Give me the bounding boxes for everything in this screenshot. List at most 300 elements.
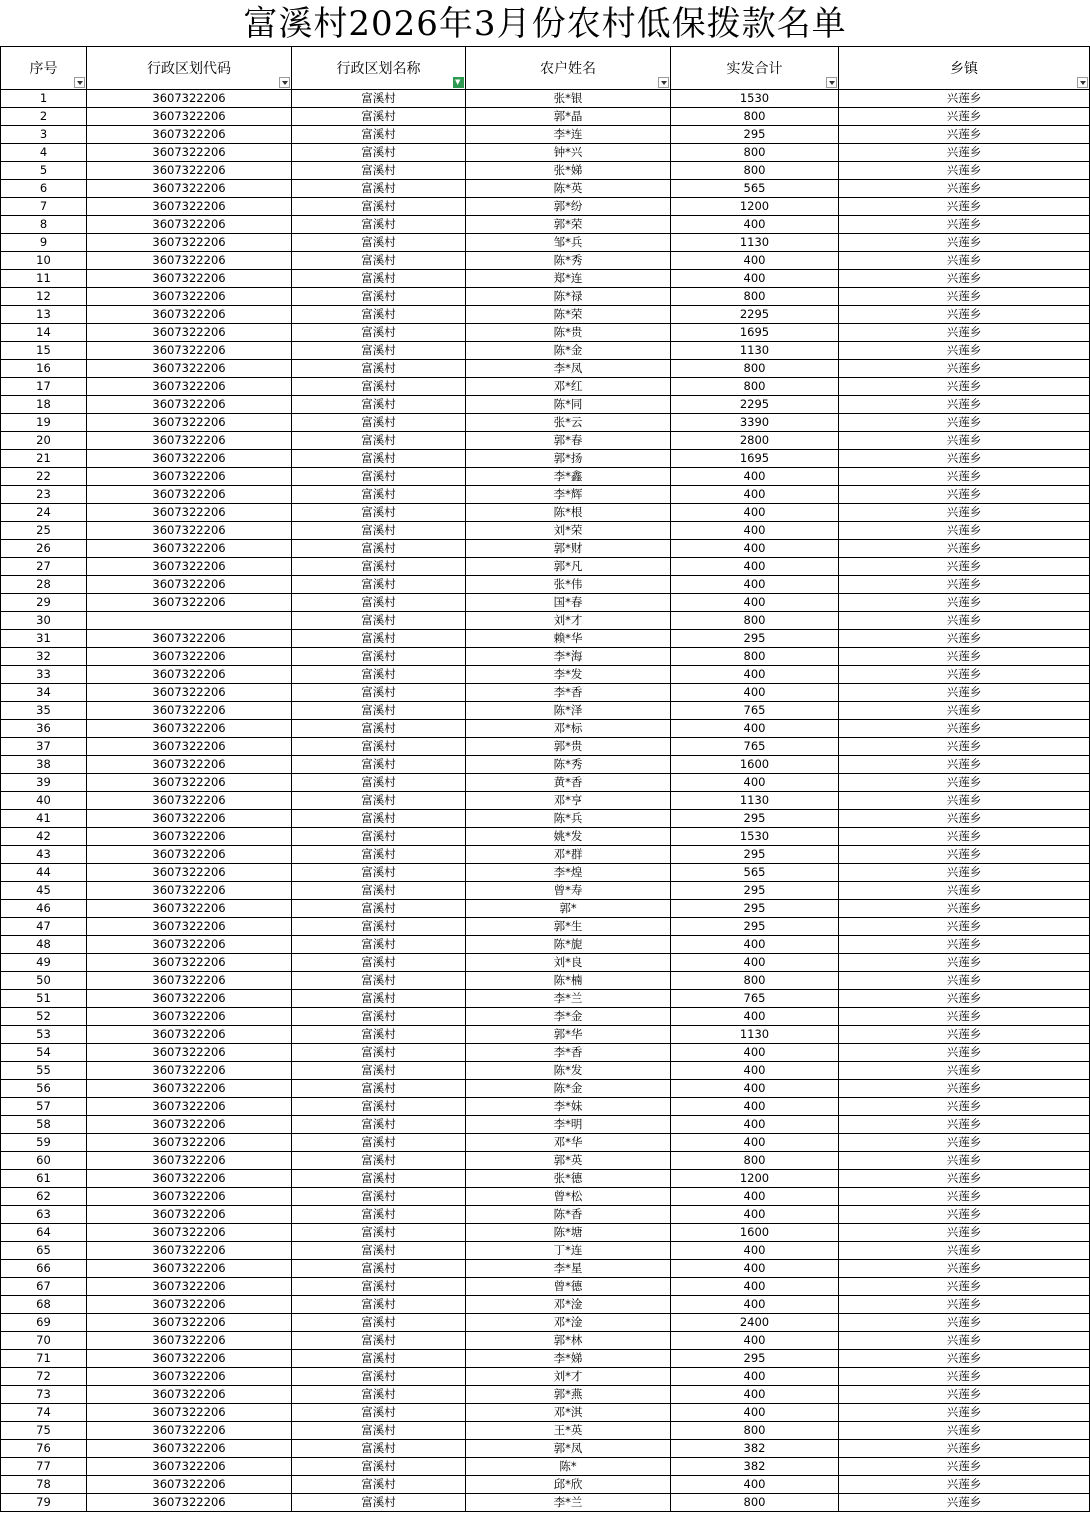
cell-household-name[interactable]: 张*云 bbox=[466, 414, 671, 432]
cell-region-code[interactable]: 3607322206 bbox=[87, 1206, 292, 1224]
cell-township[interactable]: 兴莲乡 bbox=[839, 126, 1090, 144]
cell-township[interactable]: 兴莲乡 bbox=[839, 108, 1090, 126]
cell-serial[interactable]: 61 bbox=[1, 1170, 87, 1188]
cell-township[interactable]: 兴莲乡 bbox=[839, 792, 1090, 810]
cell-household-name[interactable]: 张*娣 bbox=[466, 162, 671, 180]
cell-household-name[interactable]: 陈* bbox=[466, 1458, 671, 1476]
cell-township[interactable]: 兴莲乡 bbox=[839, 738, 1090, 756]
cell-household-name[interactable]: 陈*根 bbox=[466, 504, 671, 522]
cell-household-name[interactable]: 丁*连 bbox=[466, 1242, 671, 1260]
cell-township[interactable]: 兴莲乡 bbox=[839, 1350, 1090, 1368]
cell-household-name[interactable]: 王*英 bbox=[466, 1422, 671, 1440]
cell-township[interactable]: 兴莲乡 bbox=[839, 594, 1090, 612]
cell-region-name[interactable]: 富溪村 bbox=[292, 1206, 466, 1224]
cell-amount[interactable]: 800 bbox=[671, 360, 839, 378]
cell-township[interactable]: 兴莲乡 bbox=[839, 1260, 1090, 1278]
cell-region-name[interactable]: 富溪村 bbox=[292, 1386, 466, 1404]
cell-township[interactable]: 兴莲乡 bbox=[839, 1314, 1090, 1332]
cell-region-name[interactable]: 富溪村 bbox=[292, 936, 466, 954]
cell-amount[interactable]: 400 bbox=[671, 1296, 839, 1314]
cell-region-code[interactable]: 3607322206 bbox=[87, 882, 292, 900]
cell-amount[interactable]: 382 bbox=[671, 1440, 839, 1458]
cell-serial[interactable]: 53 bbox=[1, 1026, 87, 1044]
cell-household-name[interactable]: 李*连 bbox=[466, 126, 671, 144]
cell-serial[interactable]: 33 bbox=[1, 666, 87, 684]
cell-region-code[interactable]: 3607322206 bbox=[87, 828, 292, 846]
cell-amount[interactable]: 295 bbox=[671, 810, 839, 828]
cell-serial[interactable]: 41 bbox=[1, 810, 87, 828]
cell-amount[interactable]: 400 bbox=[671, 666, 839, 684]
cell-household-name[interactable]: 曾*松 bbox=[466, 1188, 671, 1206]
cell-township[interactable]: 兴莲乡 bbox=[839, 180, 1090, 198]
cell-township[interactable]: 兴莲乡 bbox=[839, 1080, 1090, 1098]
cell-amount[interactable]: 2295 bbox=[671, 396, 839, 414]
cell-amount[interactable]: 400 bbox=[671, 468, 839, 486]
cell-serial[interactable]: 45 bbox=[1, 882, 87, 900]
cell-region-name[interactable]: 富溪村 bbox=[292, 1494, 466, 1512]
cell-region-name[interactable]: 富溪村 bbox=[292, 738, 466, 756]
cell-township[interactable]: 兴莲乡 bbox=[839, 270, 1090, 288]
cell-amount[interactable]: 800 bbox=[671, 108, 839, 126]
cell-region-code[interactable]: 3607322206 bbox=[87, 702, 292, 720]
cell-amount[interactable]: 1130 bbox=[671, 342, 839, 360]
cell-region-code[interactable]: 3607322206 bbox=[87, 666, 292, 684]
cell-household-name[interactable]: 李*妹 bbox=[466, 1098, 671, 1116]
cell-household-name[interactable]: 陈*兵 bbox=[466, 810, 671, 828]
cell-serial[interactable]: 72 bbox=[1, 1368, 87, 1386]
cell-region-name[interactable]: 富溪村 bbox=[292, 1458, 466, 1476]
cell-amount[interactable]: 765 bbox=[671, 738, 839, 756]
cell-region-name[interactable]: 富溪村 bbox=[292, 1368, 466, 1386]
cell-amount[interactable]: 295 bbox=[671, 126, 839, 144]
cell-household-name[interactable]: 郭*燕 bbox=[466, 1386, 671, 1404]
cell-township[interactable]: 兴莲乡 bbox=[839, 1152, 1090, 1170]
cell-region-name[interactable]: 富溪村 bbox=[292, 1152, 466, 1170]
cell-region-code[interactable]: 3607322206 bbox=[87, 918, 292, 936]
cell-household-name[interactable]: 邓*淦 bbox=[466, 1314, 671, 1332]
cell-household-name[interactable]: 李*辉 bbox=[466, 486, 671, 504]
cell-amount[interactable]: 400 bbox=[671, 522, 839, 540]
cell-amount[interactable]: 1130 bbox=[671, 234, 839, 252]
cell-region-code[interactable]: 3607322206 bbox=[87, 1116, 292, 1134]
cell-serial[interactable]: 19 bbox=[1, 414, 87, 432]
cell-region-name[interactable]: 富溪村 bbox=[292, 522, 466, 540]
cell-household-name[interactable]: 黄*香 bbox=[466, 774, 671, 792]
cell-household-name[interactable]: 郭*华 bbox=[466, 1026, 671, 1044]
cell-household-name[interactable]: 邓*群 bbox=[466, 846, 671, 864]
cell-serial[interactable]: 63 bbox=[1, 1206, 87, 1224]
cell-serial[interactable]: 77 bbox=[1, 1458, 87, 1476]
cell-region-code[interactable]: 3607322206 bbox=[87, 1386, 292, 1404]
cell-serial[interactable]: 18 bbox=[1, 396, 87, 414]
cell-township[interactable]: 兴莲乡 bbox=[839, 1368, 1090, 1386]
cell-region-name[interactable]: 富溪村 bbox=[292, 468, 466, 486]
cell-household-name[interactable]: 郭*荣 bbox=[466, 216, 671, 234]
cell-serial[interactable]: 17 bbox=[1, 378, 87, 396]
cell-region-code[interactable]: 3607322206 bbox=[87, 1170, 292, 1188]
cell-household-name[interactable]: 郭*英 bbox=[466, 1152, 671, 1170]
cell-amount[interactable]: 400 bbox=[671, 1062, 839, 1080]
cell-region-name[interactable]: 富溪村 bbox=[292, 594, 466, 612]
cell-amount[interactable]: 800 bbox=[671, 972, 839, 990]
cell-serial[interactable]: 11 bbox=[1, 270, 87, 288]
cell-serial[interactable]: 24 bbox=[1, 504, 87, 522]
cell-household-name[interactable]: 邓*淦 bbox=[466, 1296, 671, 1314]
cell-serial[interactable]: 62 bbox=[1, 1188, 87, 1206]
cell-region-name[interactable]: 富溪村 bbox=[292, 216, 466, 234]
cell-region-name[interactable]: 富溪村 bbox=[292, 90, 466, 108]
cell-region-name[interactable]: 富溪村 bbox=[292, 1404, 466, 1422]
cell-amount[interactable]: 400 bbox=[671, 774, 839, 792]
cell-amount[interactable]: 1130 bbox=[671, 1026, 839, 1044]
cell-region-code[interactable]: 3607322206 bbox=[87, 306, 292, 324]
cell-region-code[interactable]: 3607322206 bbox=[87, 756, 292, 774]
cell-township[interactable]: 兴莲乡 bbox=[839, 1044, 1090, 1062]
cell-amount[interactable]: 1530 bbox=[671, 90, 839, 108]
cell-township[interactable]: 兴莲乡 bbox=[839, 378, 1090, 396]
cell-amount[interactable]: 400 bbox=[671, 576, 839, 594]
cell-region-code[interactable]: 3607322206 bbox=[87, 1494, 292, 1512]
cell-region-name[interactable]: 富溪村 bbox=[292, 144, 466, 162]
cell-amount[interactable]: 400 bbox=[671, 1368, 839, 1386]
cell-township[interactable]: 兴莲乡 bbox=[839, 1422, 1090, 1440]
cell-household-name[interactable]: 邓*淇 bbox=[466, 1404, 671, 1422]
cell-region-name[interactable]: 富溪村 bbox=[292, 558, 466, 576]
cell-region-name[interactable]: 富溪村 bbox=[292, 504, 466, 522]
cell-household-name[interactable]: 李*凤 bbox=[466, 360, 671, 378]
cell-region-code[interactable]: 3607322206 bbox=[87, 1152, 292, 1170]
cell-amount[interactable]: 765 bbox=[671, 990, 839, 1008]
cell-region-code[interactable]: 3607322206 bbox=[87, 108, 292, 126]
cell-household-name[interactable]: 张*伟 bbox=[466, 576, 671, 594]
cell-serial[interactable]: 2 bbox=[1, 108, 87, 126]
cell-amount[interactable]: 565 bbox=[671, 864, 839, 882]
cell-household-name[interactable]: 姚*发 bbox=[466, 828, 671, 846]
cell-serial[interactable]: 60 bbox=[1, 1152, 87, 1170]
cell-township[interactable]: 兴莲乡 bbox=[839, 684, 1090, 702]
cell-region-name[interactable]: 富溪村 bbox=[292, 198, 466, 216]
cell-township[interactable]: 兴莲乡 bbox=[839, 342, 1090, 360]
cell-serial[interactable]: 8 bbox=[1, 216, 87, 234]
cell-township[interactable]: 兴莲乡 bbox=[839, 900, 1090, 918]
cell-household-name[interactable]: 陈*同 bbox=[466, 396, 671, 414]
cell-amount[interactable]: 800 bbox=[671, 1152, 839, 1170]
cell-serial[interactable]: 13 bbox=[1, 306, 87, 324]
cell-household-name[interactable]: 陈*楠 bbox=[466, 972, 671, 990]
cell-amount[interactable]: 800 bbox=[671, 288, 839, 306]
cell-township[interactable]: 兴莲乡 bbox=[839, 630, 1090, 648]
cell-region-name[interactable]: 富溪村 bbox=[292, 774, 466, 792]
cell-township[interactable]: 兴莲乡 bbox=[839, 1386, 1090, 1404]
cell-region-name[interactable]: 富溪村 bbox=[292, 324, 466, 342]
cell-serial[interactable]: 48 bbox=[1, 936, 87, 954]
cell-region-code[interactable]: 3607322206 bbox=[87, 972, 292, 990]
cell-region-code[interactable]: 3607322206 bbox=[87, 1314, 292, 1332]
cell-region-name[interactable]: 富溪村 bbox=[292, 342, 466, 360]
cell-region-name[interactable]: 富溪村 bbox=[292, 180, 466, 198]
cell-region-code[interactable]: 3607322206 bbox=[87, 1026, 292, 1044]
cell-region-name[interactable]: 富溪村 bbox=[292, 252, 466, 270]
cell-household-name[interactable]: 郭*财 bbox=[466, 540, 671, 558]
cell-region-code[interactable]: 3607322206 bbox=[87, 540, 292, 558]
cell-amount[interactable]: 400 bbox=[671, 1008, 839, 1026]
cell-region-name[interactable]: 富溪村 bbox=[292, 270, 466, 288]
cell-township[interactable]: 兴莲乡 bbox=[839, 324, 1090, 342]
cell-amount[interactable]: 800 bbox=[671, 612, 839, 630]
cell-township[interactable]: 兴莲乡 bbox=[839, 486, 1090, 504]
cell-region-code[interactable]: 3607322206 bbox=[87, 576, 292, 594]
cell-amount[interactable]: 295 bbox=[671, 630, 839, 648]
cell-region-name[interactable]: 富溪村 bbox=[292, 234, 466, 252]
cell-amount[interactable]: 400 bbox=[671, 936, 839, 954]
cell-serial[interactable]: 31 bbox=[1, 630, 87, 648]
cell-township[interactable]: 兴莲乡 bbox=[839, 1116, 1090, 1134]
cell-township[interactable]: 兴莲乡 bbox=[839, 1332, 1090, 1350]
cell-township[interactable]: 兴莲乡 bbox=[839, 144, 1090, 162]
cell-amount[interactable]: 400 bbox=[671, 1116, 839, 1134]
cell-region-code[interactable]: 3607322206 bbox=[87, 900, 292, 918]
cell-region-name[interactable]: 富溪村 bbox=[292, 954, 466, 972]
cell-amount[interactable]: 1130 bbox=[671, 792, 839, 810]
cell-region-name[interactable]: 富溪村 bbox=[292, 396, 466, 414]
cell-household-name[interactable]: 刘*才 bbox=[466, 612, 671, 630]
cell-serial[interactable]: 3 bbox=[1, 126, 87, 144]
cell-region-name[interactable]: 富溪村 bbox=[292, 864, 466, 882]
cell-serial[interactable]: 69 bbox=[1, 1314, 87, 1332]
cell-township[interactable]: 兴莲乡 bbox=[839, 1242, 1090, 1260]
cell-serial[interactable]: 28 bbox=[1, 576, 87, 594]
cell-region-name[interactable]: 富溪村 bbox=[292, 1242, 466, 1260]
cell-amount[interactable]: 400 bbox=[671, 1386, 839, 1404]
cell-amount[interactable]: 400 bbox=[671, 486, 839, 504]
cell-serial[interactable]: 56 bbox=[1, 1080, 87, 1098]
filter-dropdown-icon[interactable] bbox=[74, 77, 85, 88]
cell-region-name[interactable]: 富溪村 bbox=[292, 378, 466, 396]
cell-amount[interactable]: 400 bbox=[671, 1098, 839, 1116]
cell-township[interactable]: 兴莲乡 bbox=[839, 1494, 1090, 1512]
cell-amount[interactable]: 1600 bbox=[671, 756, 839, 774]
cell-amount[interactable]: 400 bbox=[671, 684, 839, 702]
cell-household-name[interactable]: 李*兰 bbox=[466, 990, 671, 1008]
cell-amount[interactable]: 565 bbox=[671, 180, 839, 198]
cell-region-code[interactable]: 3607322206 bbox=[87, 864, 292, 882]
cell-township[interactable]: 兴莲乡 bbox=[839, 1278, 1090, 1296]
cell-amount[interactable]: 2400 bbox=[671, 1314, 839, 1332]
cell-amount[interactable]: 1695 bbox=[671, 450, 839, 468]
cell-serial[interactable]: 32 bbox=[1, 648, 87, 666]
cell-serial[interactable]: 78 bbox=[1, 1476, 87, 1494]
cell-serial[interactable]: 75 bbox=[1, 1422, 87, 1440]
cell-amount[interactable]: 2800 bbox=[671, 432, 839, 450]
cell-region-code[interactable]: 3607322206 bbox=[87, 90, 292, 108]
cell-township[interactable]: 兴莲乡 bbox=[839, 198, 1090, 216]
cell-serial[interactable]: 76 bbox=[1, 1440, 87, 1458]
cell-township[interactable]: 兴莲乡 bbox=[839, 90, 1090, 108]
cell-household-name[interactable]: 赖*华 bbox=[466, 630, 671, 648]
cell-household-name[interactable]: 邓*标 bbox=[466, 720, 671, 738]
cell-township[interactable]: 兴莲乡 bbox=[839, 1008, 1090, 1026]
cell-amount[interactable]: 400 bbox=[671, 558, 839, 576]
cell-region-name[interactable]: 富溪村 bbox=[292, 612, 466, 630]
cell-amount[interactable]: 295 bbox=[671, 882, 839, 900]
cell-amount[interactable]: 400 bbox=[671, 1278, 839, 1296]
cell-serial[interactable]: 43 bbox=[1, 846, 87, 864]
cell-serial[interactable]: 39 bbox=[1, 774, 87, 792]
cell-serial[interactable]: 15 bbox=[1, 342, 87, 360]
cell-township[interactable]: 兴莲乡 bbox=[839, 1404, 1090, 1422]
cell-serial[interactable]: 68 bbox=[1, 1296, 87, 1314]
cell-region-name[interactable]: 富溪村 bbox=[292, 414, 466, 432]
cell-household-name[interactable]: 李*明 bbox=[466, 1116, 671, 1134]
cell-township[interactable]: 兴莲乡 bbox=[839, 864, 1090, 882]
cell-township[interactable]: 兴莲乡 bbox=[839, 414, 1090, 432]
cell-township[interactable]: 兴莲乡 bbox=[839, 234, 1090, 252]
cell-serial[interactable]: 27 bbox=[1, 558, 87, 576]
cell-household-name[interactable]: 曾*寿 bbox=[466, 882, 671, 900]
cell-region-code[interactable]: 3607322206 bbox=[87, 1080, 292, 1098]
cell-region-code[interactable]: 3607322206 bbox=[87, 792, 292, 810]
cell-township[interactable]: 兴莲乡 bbox=[839, 450, 1090, 468]
cell-region-name[interactable]: 富溪村 bbox=[292, 1134, 466, 1152]
cell-household-name[interactable]: 陈*金 bbox=[466, 1080, 671, 1098]
cell-serial[interactable]: 50 bbox=[1, 972, 87, 990]
cell-region-name[interactable]: 富溪村 bbox=[292, 828, 466, 846]
cell-region-code[interactable]: 3607322206 bbox=[87, 432, 292, 450]
cell-region-code[interactable]: 3607322206 bbox=[87, 1458, 292, 1476]
cell-township[interactable]: 兴莲乡 bbox=[839, 1458, 1090, 1476]
cell-serial[interactable]: 29 bbox=[1, 594, 87, 612]
cell-region-name[interactable]: 富溪村 bbox=[292, 1296, 466, 1314]
cell-amount[interactable]: 400 bbox=[671, 954, 839, 972]
cell-household-name[interactable]: 李*香 bbox=[466, 1044, 671, 1062]
cell-household-name[interactable]: 陈*禄 bbox=[466, 288, 671, 306]
cell-region-code[interactable]: 3607322206 bbox=[87, 414, 292, 432]
cell-serial[interactable]: 58 bbox=[1, 1116, 87, 1134]
cell-region-code[interactable]: 3607322206 bbox=[87, 396, 292, 414]
cell-region-name[interactable]: 富溪村 bbox=[292, 648, 466, 666]
cell-township[interactable]: 兴莲乡 bbox=[839, 576, 1090, 594]
cell-household-name[interactable]: 李*海 bbox=[466, 648, 671, 666]
cell-township[interactable]: 兴莲乡 bbox=[839, 1188, 1090, 1206]
active-filter-icon[interactable] bbox=[453, 77, 464, 88]
cell-region-code[interactable]: 3607322206 bbox=[87, 684, 292, 702]
cell-region-code[interactable]: 3607322206 bbox=[87, 1062, 292, 1080]
cell-household-name[interactable]: 邹*兵 bbox=[466, 234, 671, 252]
cell-amount[interactable]: 400 bbox=[671, 1206, 839, 1224]
cell-region-code[interactable]: 3607322206 bbox=[87, 774, 292, 792]
cell-region-code[interactable]: 3607322206 bbox=[87, 738, 292, 756]
cell-region-code[interactable]: 3607322206 bbox=[87, 360, 292, 378]
cell-township[interactable]: 兴莲乡 bbox=[839, 918, 1090, 936]
cell-serial[interactable]: 79 bbox=[1, 1494, 87, 1512]
cell-region-name[interactable]: 富溪村 bbox=[292, 540, 466, 558]
cell-household-name[interactable]: 邱*欣 bbox=[466, 1476, 671, 1494]
cell-household-name[interactable]: 陈*泽 bbox=[466, 702, 671, 720]
cell-region-code[interactable]: 3607322206 bbox=[87, 1332, 292, 1350]
cell-region-name[interactable]: 富溪村 bbox=[292, 126, 466, 144]
cell-township[interactable]: 兴莲乡 bbox=[839, 396, 1090, 414]
cell-region-name[interactable]: 富溪村 bbox=[292, 1098, 466, 1116]
cell-household-name[interactable]: 钟*兴 bbox=[466, 144, 671, 162]
cell-household-name[interactable]: 国*春 bbox=[466, 594, 671, 612]
cell-region-code[interactable]: 3607322206 bbox=[87, 216, 292, 234]
cell-household-name[interactable]: 李*香 bbox=[466, 684, 671, 702]
cell-township[interactable]: 兴莲乡 bbox=[839, 1062, 1090, 1080]
cell-amount[interactable]: 800 bbox=[671, 1422, 839, 1440]
cell-region-name[interactable]: 富溪村 bbox=[292, 432, 466, 450]
filter-dropdown-icon[interactable] bbox=[658, 77, 669, 88]
cell-serial[interactable]: 21 bbox=[1, 450, 87, 468]
cell-household-name[interactable]: 陈*秀 bbox=[466, 756, 671, 774]
cell-household-name[interactable]: 李*星 bbox=[466, 1260, 671, 1278]
cell-region-code[interactable]: 3607322206 bbox=[87, 630, 292, 648]
cell-region-code[interactable]: 3607322206 bbox=[87, 1296, 292, 1314]
cell-amount[interactable]: 2295 bbox=[671, 306, 839, 324]
cell-region-code[interactable]: 3607322206 bbox=[87, 198, 292, 216]
cell-amount[interactable]: 1200 bbox=[671, 1170, 839, 1188]
cell-region-code[interactable]: 3607322206 bbox=[87, 1404, 292, 1422]
cell-serial[interactable]: 9 bbox=[1, 234, 87, 252]
cell-household-name[interactable]: 郭*扬 bbox=[466, 450, 671, 468]
cell-amount[interactable]: 400 bbox=[671, 1476, 839, 1494]
cell-region-name[interactable]: 富溪村 bbox=[292, 1008, 466, 1026]
cell-amount[interactable]: 800 bbox=[671, 648, 839, 666]
cell-region-name[interactable]: 富溪村 bbox=[292, 1116, 466, 1134]
cell-region-code[interactable]: 3607322206 bbox=[87, 126, 292, 144]
cell-household-name[interactable]: 陈*塘 bbox=[466, 1224, 671, 1242]
cell-region-code[interactable]: 3607322206 bbox=[87, 486, 292, 504]
cell-region-name[interactable]: 富溪村 bbox=[292, 576, 466, 594]
cell-region-code[interactable]: 3607322206 bbox=[87, 252, 292, 270]
cell-township[interactable]: 兴莲乡 bbox=[839, 990, 1090, 1008]
cell-serial[interactable]: 52 bbox=[1, 1008, 87, 1026]
cell-region-code[interactable]: 3607322206 bbox=[87, 1008, 292, 1026]
filter-dropdown-icon[interactable] bbox=[826, 77, 837, 88]
cell-region-code[interactable]: 3607322206 bbox=[87, 162, 292, 180]
cell-amount[interactable]: 800 bbox=[671, 1494, 839, 1512]
cell-township[interactable]: 兴莲乡 bbox=[839, 774, 1090, 792]
cell-region-code[interactable]: 3607322206 bbox=[87, 594, 292, 612]
cell-region-code[interactable]: 3607322206 bbox=[87, 1476, 292, 1494]
cell-region-code[interactable]: 3607322206 bbox=[87, 270, 292, 288]
cell-region-code[interactable]: 3607322206 bbox=[87, 1098, 292, 1116]
cell-household-name[interactable]: 陈*秀 bbox=[466, 252, 671, 270]
cell-household-name[interactable]: 李*金 bbox=[466, 1008, 671, 1026]
cell-township[interactable]: 兴莲乡 bbox=[839, 432, 1090, 450]
cell-serial[interactable]: 44 bbox=[1, 864, 87, 882]
cell-amount[interactable]: 400 bbox=[671, 1404, 839, 1422]
cell-household-name[interactable]: 李*煌 bbox=[466, 864, 671, 882]
cell-household-name[interactable]: 郭*林 bbox=[466, 1332, 671, 1350]
cell-township[interactable]: 兴莲乡 bbox=[839, 954, 1090, 972]
cell-serial[interactable]: 14 bbox=[1, 324, 87, 342]
cell-region-name[interactable]: 富溪村 bbox=[292, 1314, 466, 1332]
cell-serial[interactable]: 22 bbox=[1, 468, 87, 486]
filter-dropdown-icon[interactable] bbox=[279, 77, 290, 88]
cell-household-name[interactable]: 郭*春 bbox=[466, 432, 671, 450]
cell-region-name[interactable]: 富溪村 bbox=[292, 1080, 466, 1098]
cell-serial[interactable]: 6 bbox=[1, 180, 87, 198]
cell-township[interactable]: 兴莲乡 bbox=[839, 288, 1090, 306]
cell-household-name[interactable]: 郭*贵 bbox=[466, 738, 671, 756]
cell-household-name[interactable]: 陈*贵 bbox=[466, 324, 671, 342]
cell-region-name[interactable]: 富溪村 bbox=[292, 1422, 466, 1440]
cell-region-code[interactable]: 3607322206 bbox=[87, 324, 292, 342]
cell-region-code[interactable]: 3607322206 bbox=[87, 234, 292, 252]
cell-region-name[interactable]: 富溪村 bbox=[292, 288, 466, 306]
cell-household-name[interactable]: 张*银 bbox=[466, 90, 671, 108]
cell-region-code[interactable]: 3607322206 bbox=[87, 1242, 292, 1260]
